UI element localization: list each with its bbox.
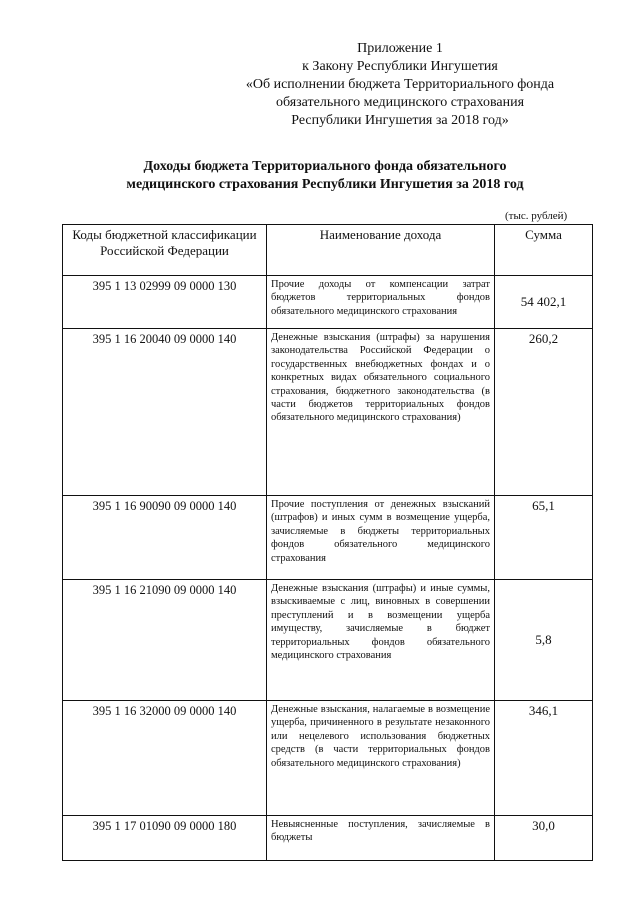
table-row — [63, 496, 593, 580]
row-code: 395 1 16 90090 09 0000 140 — [63, 496, 267, 580]
appendix-line: Республики Ингушетия за 2018 год» — [291, 113, 509, 128]
row-name: Прочие поступления от денежных взысканий (штрафов) и иных сумм в возмещение ущерба, зачисляемые в бюджеты территориальных фондов обязательного медицинского страхования — [267, 496, 495, 580]
row-amount: 54 402,1 — [495, 276, 593, 329]
row-code: 395 1 16 21090 09 0000 140 — [63, 580, 267, 701]
header-name: Наименование дохода — [267, 225, 495, 276]
table-header-row — [63, 225, 593, 276]
row-name: Денежные взыскания (штрафы) за нарушения законодательства Российской Федерации о государственных внебюджетных фондах и о конкретных видах обязательного социального страхования, бюджетного законодательства (в части бюджетов территориальных фондов обязательного медицинского страхования) — [267, 329, 495, 496]
row-name: Невыясненные поступления, зачисляемые в бюджеты — [267, 816, 495, 861]
row-name: Денежные взыскания (штрафы) и иные суммы, взыскиваемые с лиц, виновных в совершении преступлений и в возмещении ущерба имуществу, зачисляемые в бюджет территориальных фондов обязательного медицинского страхования — [267, 580, 495, 701]
table-row — [63, 580, 593, 701]
table-row — [63, 276, 593, 329]
table-row — [63, 701, 593, 816]
appendix-line: обязательного медицинского страхования — [275, 95, 525, 110]
title-line: медицинского страхования Республики Ингушетия за 2018 год — [126, 177, 524, 192]
row-name: Прочие доходы от компенсации затрат бюджетов территориальных фондов обязательного медицинского страхования — [267, 276, 495, 329]
revenue-table — [62, 224, 593, 861]
table-row — [63, 816, 593, 861]
row-amount: 260,2 — [495, 329, 593, 496]
title-line: Доходы бюджета Территориального фонда обязательного — [143, 159, 507, 174]
table-row — [63, 329, 593, 496]
appendix-line: к Закону Республики Ингушетия — [302, 59, 498, 74]
row-amount: 5,8 — [495, 580, 593, 701]
document-title — [60, 158, 590, 194]
units-label: (тыс. рублей) — [505, 210, 568, 222]
appendix-line: «Об исполнении бюджета Территориального фонда — [245, 77, 555, 92]
appendix-block — [240, 40, 560, 130]
header-amount: Сумма — [495, 225, 593, 276]
row-amount: 30,0 — [495, 816, 593, 861]
row-code: 395 1 13 02999 09 0000 130 — [63, 276, 267, 329]
appendix-line: Приложение 1 — [357, 41, 443, 56]
row-code: 395 1 17 01090 09 0000 180 — [63, 816, 267, 861]
row-name: Денежные взыскания, налагаемые в возмещение ущерба, причиненного в результате незаконного или нецелевого использования бюджетных средств (в части территориальных фондов обязательного медицинского страхования) — [267, 701, 495, 816]
header-code: Коды бюджетной классификации Российской Федерации — [63, 225, 267, 276]
row-amount: 346,1 — [495, 701, 593, 816]
row-code: 395 1 16 20040 09 0000 140 — [63, 329, 267, 496]
row-amount: 65,1 — [495, 496, 593, 580]
row-code: 395 1 16 32000 09 0000 140 — [63, 701, 267, 816]
